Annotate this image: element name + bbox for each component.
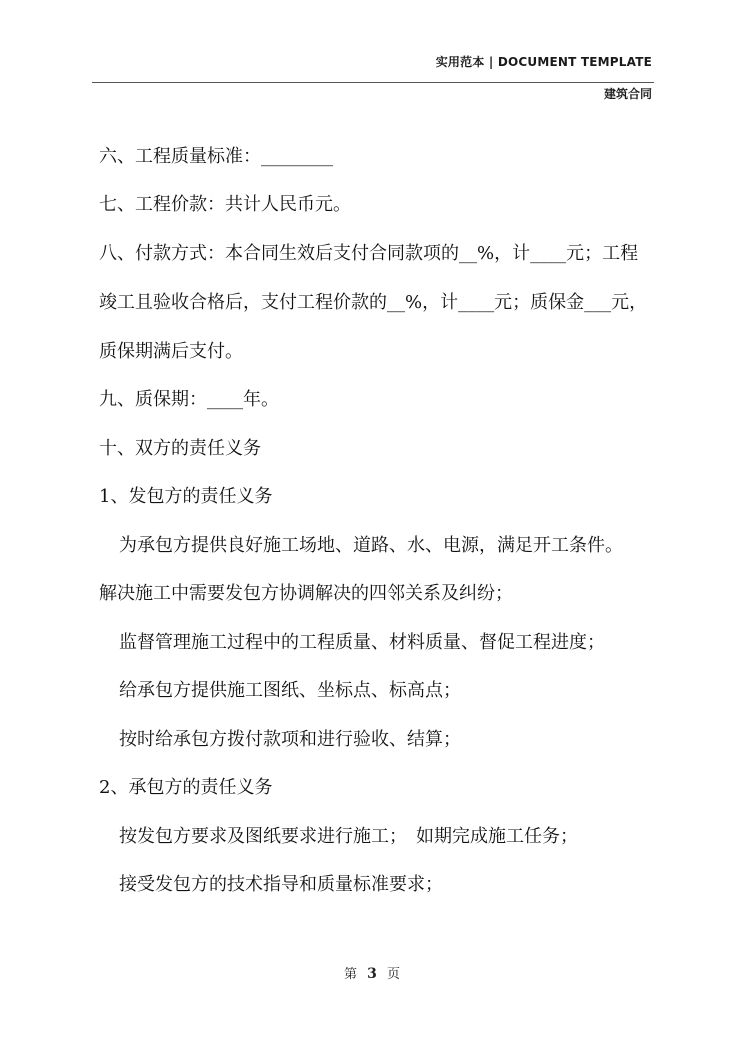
clause-8-payment-line-1: 八、付款方式：本合同生效后支付合同款项的__%，计____元；工程 (99, 243, 639, 264)
section-2-heading: 2、承包方的责任义务 (99, 777, 273, 798)
clause-9-warranty-period: 九、质保期：____年。 (99, 389, 279, 410)
list-item: 为承包方提供良好施工场地、道路、水、电源，满足开工条件。 (119, 535, 623, 556)
page-footer (0, 963, 744, 982)
list-item: 解决施工中需要发包方协调解决的四邻关系及纠纷； (99, 583, 513, 604)
clause-8-payment-line-2: 竣工且验收合格后，支付工程价款的__%，计____元；质保金___元， (99, 292, 648, 313)
clause-7-price: 七、工程价款：共计人民币元。 (99, 194, 351, 215)
page-number: 3 (367, 966, 377, 982)
list-item: 接受发包方的技术指导和质量标准要求； (119, 874, 443, 895)
list-item: 按发包方要求及图纸要求进行施工； 如期完成施工任务； (119, 826, 578, 847)
header-template-label: 实用范本 | DOCUMENT TEMPLATE (435, 55, 652, 69)
clause-10-heading: 十、双方的责任义务 (99, 438, 261, 459)
list-item: 按时给承包方拨付款项和进行验收、结算； (119, 729, 461, 750)
section-1-heading: 1、发包方的责任义务 (99, 486, 273, 507)
page-suffix: 页 (387, 967, 401, 982)
list-item: 给承包方提供施工图纸、坐标点、标高点； (119, 680, 461, 701)
list-item: 监督管理施工过程中的工程质量、材料质量、督促工程进度； (119, 632, 605, 653)
header-document-type: 建筑合同 (603, 87, 652, 101)
header-divider (92, 82, 654, 83)
clause-6-quality-standard: 六、工程质量标准：________ (99, 146, 333, 167)
clause-8-payment-line-3: 质保期满后支付。 (99, 341, 243, 362)
page-prefix: 第 (343, 967, 357, 982)
